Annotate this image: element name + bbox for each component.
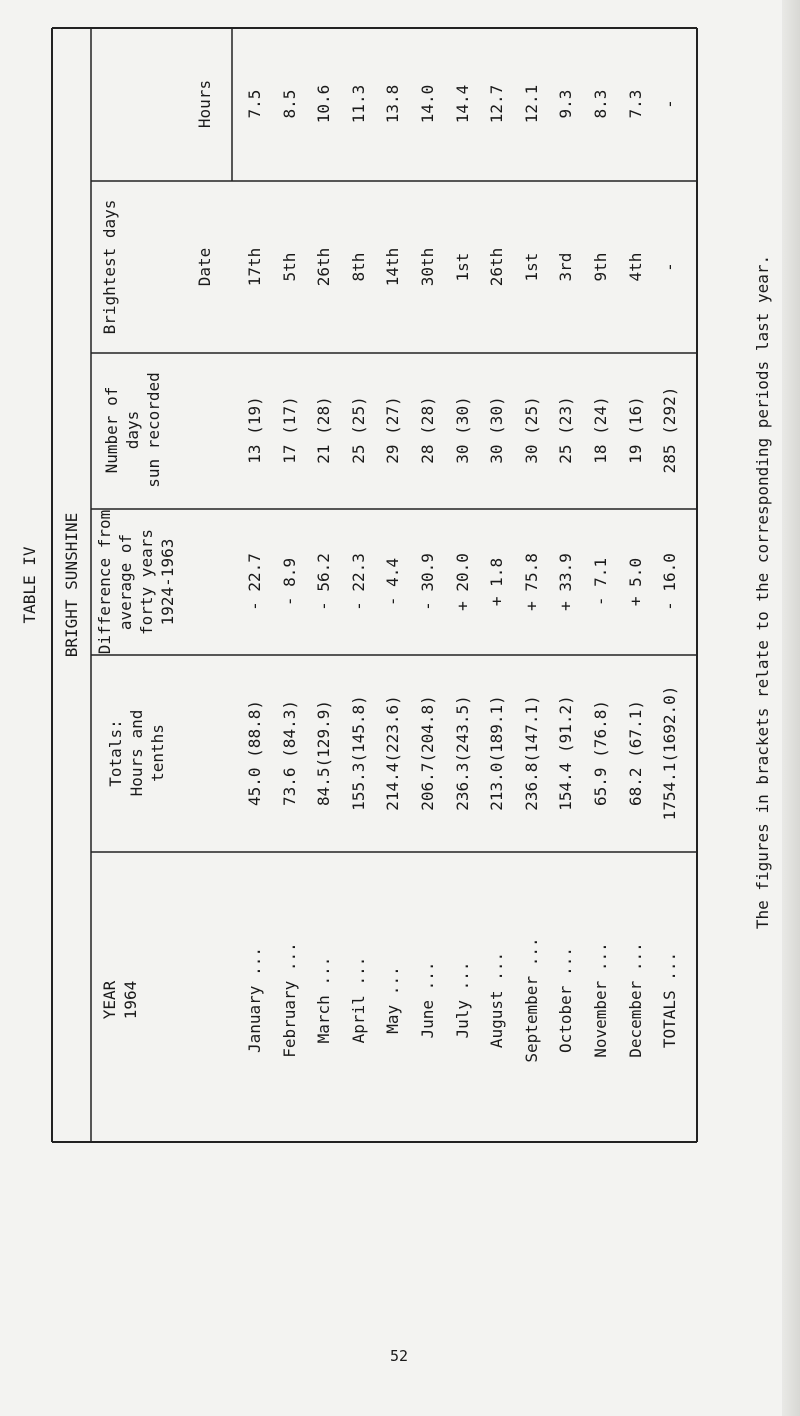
table-title: BRIGHT SUNSHINE bbox=[62, 512, 81, 658]
cell-month: August ... bbox=[487, 951, 507, 1049]
cell-totals: 73.6 (84.3) bbox=[279, 700, 299, 806]
header-difference-line3: forty years bbox=[137, 529, 156, 635]
cell-totals: 213.0(189.1) bbox=[487, 695, 507, 811]
header-totals-line1: Totals: bbox=[106, 719, 125, 787]
cell-days: 29 (27) bbox=[383, 396, 403, 464]
header-days-line2: days bbox=[123, 410, 142, 450]
cell-month: January ... bbox=[245, 947, 264, 1053]
header-days-line3: sun recorded bbox=[144, 372, 163, 488]
cell-hours: 13.8 bbox=[383, 84, 403, 124]
page-number: 52 bbox=[390, 1347, 409, 1365]
cell-month: September ... bbox=[521, 937, 541, 1063]
cell-totals: 236.8(147.1) bbox=[521, 695, 541, 811]
cell-date: - bbox=[660, 262, 680, 272]
cell-hours: 14.0 bbox=[418, 84, 437, 124]
cell-difference: + 33.9 bbox=[556, 553, 576, 611]
cell-date: 26th bbox=[487, 247, 507, 287]
cell-month: February ... bbox=[279, 942, 299, 1058]
cell-month: June ... bbox=[418, 961, 437, 1039]
cell-difference: - 4.4 bbox=[383, 557, 403, 607]
cell-month: October ... bbox=[556, 947, 576, 1053]
cell-hours: 12.7 bbox=[487, 84, 507, 124]
cell-days: 21 (28) bbox=[314, 396, 334, 464]
cell-month: TOTALS ... bbox=[660, 951, 680, 1049]
cell-date: 17th bbox=[245, 247, 264, 287]
cell-date: 30th bbox=[418, 247, 437, 287]
cell-days: 30 (30) bbox=[487, 396, 507, 464]
cell-month: December ... bbox=[625, 942, 645, 1058]
cell-date: 3rd bbox=[556, 252, 576, 282]
cell-difference: - 8.9 bbox=[279, 557, 299, 607]
cell-month: April ... bbox=[348, 956, 368, 1044]
cell-difference: - 22.3 bbox=[348, 553, 368, 611]
header-difference-line4: 1924-1963 bbox=[158, 538, 177, 626]
cell-hours: 14.4 bbox=[452, 84, 472, 124]
header-difference-line1: Difference from bbox=[95, 509, 114, 655]
cell-days: 28 (28) bbox=[418, 396, 437, 464]
header-totals-line2: Hours and bbox=[127, 709, 146, 797]
header-totals-line3: tenths bbox=[148, 724, 167, 782]
cell-difference: - 56.2 bbox=[314, 553, 334, 611]
cell-hours: 8.5 bbox=[279, 89, 299, 119]
cell-totals: 155.3(145.8) bbox=[348, 695, 368, 811]
cell-days: 18 (24) bbox=[591, 396, 610, 464]
cell-totals: 68.2 (67.1) bbox=[625, 700, 645, 806]
cell-days: 25 (25) bbox=[348, 396, 368, 464]
cell-totals: 154.4 (91.2) bbox=[556, 695, 576, 811]
cell-date: 1st bbox=[452, 252, 472, 282]
cell-difference: - 7.1 bbox=[591, 557, 610, 607]
table-label: TABLE IV bbox=[20, 546, 39, 624]
cell-difference: + 75.8 bbox=[521, 553, 541, 611]
cell-month: March ... bbox=[314, 956, 334, 1044]
cell-difference: + 1.8 bbox=[487, 557, 507, 607]
cell-hours: 12.1 bbox=[521, 84, 541, 124]
cell-totals: 65.9 (76.8) bbox=[591, 700, 610, 806]
cell-month: May ... bbox=[383, 966, 403, 1034]
cell-month: November ... bbox=[591, 942, 610, 1058]
cell-hours: 9.3 bbox=[556, 89, 576, 119]
cell-hours: 10.6 bbox=[314, 84, 334, 124]
cell-days: 30 (30) bbox=[452, 396, 472, 464]
header-year-line2: 1964 bbox=[121, 980, 140, 1020]
header-brightest-days: Brightest days bbox=[100, 199, 119, 335]
header-days-line1: Number of bbox=[102, 386, 121, 474]
cell-days: 13 (19) bbox=[245, 396, 264, 464]
cell-difference: + 5.0 bbox=[625, 557, 645, 607]
cell-totals: 214.4(223.6) bbox=[383, 695, 403, 811]
cell-days: 19 (16) bbox=[625, 396, 645, 464]
cell-hours: 7.5 bbox=[245, 89, 264, 119]
cell-totals: 236.3(243.5) bbox=[452, 695, 472, 811]
cell-totals: 1754.1(1692.0) bbox=[660, 685, 680, 821]
cell-difference: - 16.0 bbox=[660, 553, 680, 611]
header-year-line1: YEAR bbox=[100, 980, 119, 1020]
cell-date: 1st bbox=[521, 252, 541, 282]
cell-days: 17 (17) bbox=[279, 396, 299, 464]
cell-hours: 11.3 bbox=[348, 84, 368, 124]
cell-hours: 8.3 bbox=[591, 89, 610, 119]
cell-totals: 84.5(129.9) bbox=[314, 700, 334, 806]
cell-totals: 206.7(204.8) bbox=[418, 695, 437, 811]
header-date: Date bbox=[195, 247, 214, 287]
cell-date: 14th bbox=[383, 247, 403, 287]
cell-totals: 45.0 (88.8) bbox=[245, 700, 264, 806]
cell-days: 25 (23) bbox=[556, 396, 576, 464]
cell-difference: + 20.0 bbox=[452, 553, 472, 611]
header-hours: Hours bbox=[195, 79, 214, 129]
cell-difference: - 30.9 bbox=[418, 553, 437, 611]
cell-date: 26th bbox=[314, 247, 334, 287]
cell-difference: - 22.7 bbox=[245, 553, 264, 611]
cell-hours: 7.3 bbox=[625, 89, 645, 119]
cell-date: 8th bbox=[348, 252, 368, 282]
cell-month: July ... bbox=[452, 961, 472, 1039]
cell-days: 30 (25) bbox=[521, 396, 541, 464]
cell-date: 4th bbox=[625, 252, 645, 282]
cell-date: 5th bbox=[279, 252, 299, 282]
footnote: The figures in brackets relate to the corresponding periods last year. bbox=[753, 254, 772, 930]
cell-hours: - bbox=[660, 99, 680, 109]
header-difference-line2: average of bbox=[116, 533, 135, 631]
cell-date: 9th bbox=[591, 252, 610, 282]
cell-days: 285 (292) bbox=[660, 386, 680, 474]
